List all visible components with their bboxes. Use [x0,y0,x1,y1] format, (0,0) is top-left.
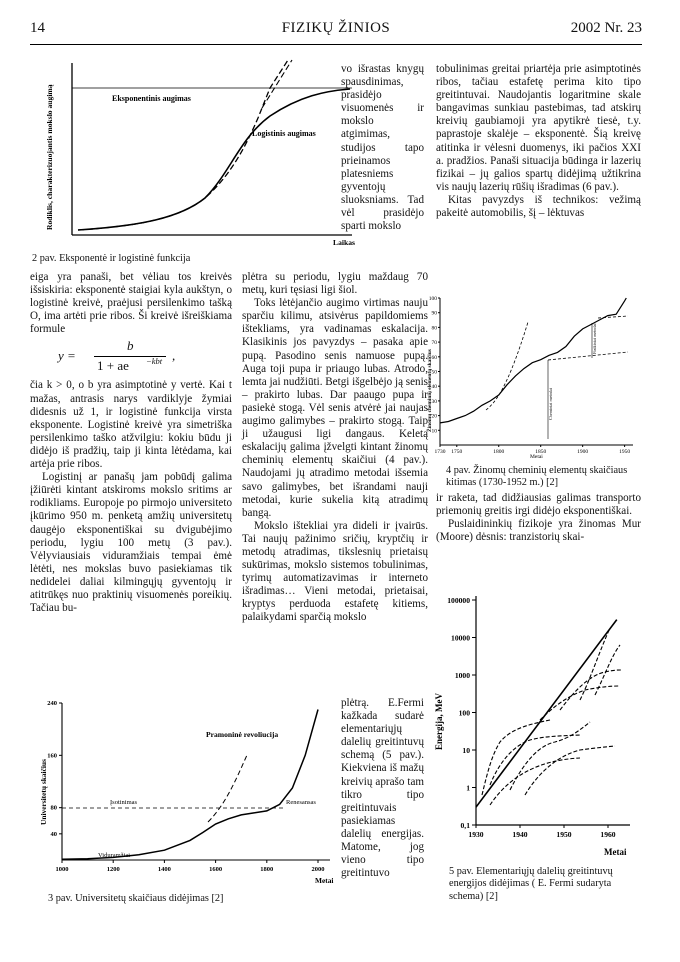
logistic-curve [78,89,350,230]
fig5-accel-3 [510,722,590,790]
column-c-top [436,63,641,220]
fig3-extrap [208,755,247,822]
fig5-y-tick-label: 1 [466,783,470,793]
fig5-accel-8 [595,645,620,695]
column-b-bottom [341,697,424,880]
fig5-x-tick-label: 1930 [468,830,484,839]
fig3-x-ticks [56,860,325,873]
paragraph: ir raketa, tad didžiausias galimas transporto priemonių greitis irgi didėjo eksponentiškai. [436,492,641,518]
fig2-x-label: Laikas [333,238,355,247]
fig3-x-tick-label: 1200 [106,866,120,873]
fig3-x-tick-label: 1800 [260,866,274,873]
paragraph: Puslaidininkių fizikoje yra žinomas Mur (Moore) dėsnis: tranzistorių skai- [436,518,641,544]
fig3-y-ticks [47,700,62,838]
fig3-y-tick-label: 80 [50,804,57,812]
fig4-y-tick-label: 90 [431,310,437,317]
fig4-inner-label-2: Fizikiniai metodai [592,323,597,354]
formula-comma: , [172,348,176,364]
formula-exponent: −kbt [146,356,163,367]
paragraph: Logistinį ar panašų jam pobūdį galima įžiūrėti kintant atskiroms mokslo sritims ar rodikliams. Europoje po pirmojo universiteto įkūrimo 950 m. penketą amžių universitetų daugėjo eksponentiškai su dvigubėjimo periodu, lygiu 100 metų (3 pav.). Vėlyviausiais viduramžiais tempai ėmė lėtėti, nes mokslas buvo pasiekiamas tik nedidelei daliai kilmingųjų gyventojų ir atitrūkęs nuo praktinių visuomenės poreikių. Tačiau bu- [30,471,232,615]
column-b-middle [242,271,428,625]
fig4-y-tick-label: 10 [431,428,437,435]
figure-4-chart [428,292,643,462]
fig3-y-tick-label: 160 [47,752,57,760]
fig3-industrial-label: Pramoninė revoliucija [206,730,279,739]
paragraph: vo išrastas knygų spausdinimas, prasidėjo visuomenės ir mokslo atgimimas, studijos tapo prieinamos platesniems gyventojų sluoksniams. Tad vėl prasidėjo sparti mokslo [341,63,424,233]
header-rule [30,44,642,45]
fig4-x-tick-label: 1730 [434,449,446,455]
fig5-x-tick-label: 1940 [512,830,528,839]
fig4-y-tick-label: 100 [428,296,437,302]
fig5-x-tick-label: 1960 [600,830,616,839]
fig4-x-tick-label: 1850 [535,449,547,455]
fig5-accel-4 [525,746,615,795]
fig4-x-label: Metai [530,454,543,460]
fig4-extrap-2 [548,352,628,360]
paragraph: eiga yra panaši, bet vėliau tos kreivės išsiskiria: eksponentė staigiai kyla aukštyn, o logistinė kreivė, praėjusi persilenkimo tašką O, ima artėti prie ribos. Ši kreivė išreiškiama formule [30,271,232,336]
column-c-middle [436,492,641,544]
fig5-y-tick-label: 10 [462,746,470,755]
fig5-accel-5 [540,686,620,720]
formula-lhs: y = [58,348,76,364]
fig5-y-label: Energija, MeV [434,693,444,750]
figure-2-chart [30,58,365,258]
fig3-renaissance-label: Renesansas [286,799,316,806]
fig4-x-tick-label: 1900 [577,449,589,455]
paragraph: Toks lėtėjančio augimo virtimas nauju sparčiu kilimu, atsivėrus papildomiems ištekliams, yra vadinamas eskalacija. Klasikinis jos pavyzdys – pasaka apie pupą. Pasodino senis namuose pupą. Auga toji pupa ir priaugo lubas. Atrodo, lemta jai nudžiūti. Betgi išgelbėjo ją senis – prakirto lubas. Dar paaugo pupa ir pasiekė stogą. Vėl senis atvėrė jai naujas augimo galimybes – prakirto stogą. Taip ji užaugusi ligi dangaus. Keletą eskalacijų galima įžvelgti kintant žinomų cheminių elementų skaičiui (4 pav.). Naudojami jų atradimo metodai išsemia savo galimybes, bet išrandami nauji metodai, kurie sukelia kitą atradimų bangą. [242,297,428,519]
column-b-top [341,63,424,233]
fig4-y-tick-label: 20 [431,413,437,420]
fig3-x-tick-label: 1000 [55,866,69,873]
paragraph: plėtrą. E.Fermi kažkada sudarė elementariųjų dalelių greitintuvų schemą (5 pav.). Kiekviena iš mažų kreivių aprašo tam tikro tipo greitintuvais pasiekiamas dalelių energijas. Matome, jog vieno tipo greitintuvo [341,697,424,880]
issue-number: 2002 Nr. 23 [570,20,642,36]
fig5-y-ticks [447,596,476,830]
fig4-y-tick-label: 70 [431,340,437,347]
fig5-y-tick-label: 1000 [454,671,470,680]
fig2-y-label: Rodiklis, charakterizuojantis mokslo augimą [45,84,54,230]
paragraph: plėtra su periodu, lygiu maždaug 70 metų, kuri tęsiasi ligi šiol. [242,271,428,297]
fig4-data-line [440,298,626,423]
exponential-curve [78,60,288,230]
fig5-accel-1 [482,720,550,795]
journal-title: FIZIKŲ ŽINIOS [281,20,391,36]
fig4-y-tick-label: 60 [431,354,437,361]
fig5-y-tick-label: 10000 [451,633,470,643]
fig3-y-tick-label: 40 [50,830,57,838]
fig3-data-line [62,710,318,860]
fig3-y-tick-label: 240 [47,700,57,707]
column-a [30,271,232,615]
fig4-y-label: Žinomų cheminių elementų skaičius [427,349,433,432]
fig4-y-tick-label: 30 [431,398,437,405]
fig2-exp-label: Eksponentinis augimas [112,94,191,103]
fig5-y-tick-label: 0,1 [460,821,470,830]
fig2-log-label: Logistinis augimas [252,129,316,138]
fig4-y-tick-label: 40 [431,384,437,391]
fig3-x-tick-label: 1400 [157,866,171,873]
fig5-accel-2 [490,735,580,785]
fig5-y-tick-label: 100 [458,708,470,718]
figure-2-caption: 2 pav. Eksponentė ir logistinė funkcija [32,253,191,264]
fig4-inner-label-1: Cheminiai metodai [548,388,553,420]
paragraph: Kitas pavyzdys iš technikos: vežimą pakeitė automobilis, šį – lėktuvas [436,193,641,220]
page-number: 14 [30,20,45,36]
paragraph: tobulinimas greitai priartėja prie asimptotinės ribos, tačiau estafetę perima kito tipo greitintuvai. Naudojantis logaritmine skale bangavimas sunkiau pastebimas, tad atskirų kreivių gaubiamoji yra apytikrė tiesė, t.y. paprastoje skalėje – eksponentė. Šią kreivę atitinka ir vėlesni duomenys, iki pačios XXI a. pradžios. Panaši situacija būdinga ir lazerių fizikai – jų galios spartų didėjimą užtikrina vis naujų lazerių rūšių išradimas (6 pav.). [436,63,641,193]
logistic-formula [30,339,232,375]
figure-3-chart [30,697,348,897]
figure-4-caption: 4 pav. Žinomų cheminių elementų skaičiaus kitimas (1730-1952 m.) [2] [446,465,628,489]
fig5-accel-9 [490,758,580,805]
figure-5-chart [430,590,642,862]
fig3-middle-ages-label: Viduramžiai [98,852,131,859]
fig5-accel-7 [580,628,610,700]
fig5-x-label: Metai [604,847,627,857]
fig3-x-tick-label: 2000 [311,866,325,873]
fig5-y-tick-label: 100000 [447,596,470,605]
formula-denominator: 1 + ae [97,358,129,374]
fig4-x-tick-label: 1950 [619,449,631,455]
figure-3-caption: 3 pav. Universitetų skaičiaus didėjimas [2] [48,893,224,904]
fig4-extrap-1 [486,322,528,410]
formula-numerator: b [127,338,134,354]
figure-5-caption: 5 pav. Elementariųjų dalelių greitintuvų energijos didėjimas ( E. Fermi sudaryta schema) [2] [449,866,613,902]
paragraph: Mokslo ištekliai yra dideli ir įvairūs. Tai naujų pažinimo sričių, kryptčių ir metodų atradimas, tikslesnių prietaisų sukūrimas, mokslo sistemos tobulinimas, tyrimų automatizavimas ir interneto išradimas… Vieni metodai, prietaisai, kryptys perduoda estafetę kitiems, palaikydami sparčią mokslo [242,519,428,624]
fig4-y-tick-label: 50 [431,369,437,376]
fig4-x-tick-label: 1800 [493,449,505,455]
fig4-y-tick-label: 80 [431,325,437,332]
fig3-saturation-label: Įsotinimas [110,799,138,806]
paragraph: čia k > 0, o b yra asimptotinė y vertė. Kai t mažas, antrasis narys vardiklyje žymiai didesnis už 1, ir logistinė funkcija virsta eksponente. Logistinė kreivė yra simetriška persilenkimo taško atžvilgiu: kokiu būdu ji didėjo iš pradžių, taip ji kinta lėtėdama, kai artėja prie ribos. [30,379,232,471]
fig3-y-label: Universitetų skaičius [39,759,48,825]
fig3-x-label: Metai [315,876,334,885]
fig5-x-tick-label: 1950 [556,830,572,839]
page-header [30,20,642,42]
fig4-x-tick-label: 1750 [451,449,463,455]
fig3-x-tick-label: 1600 [209,866,223,873]
fig5-x-ticks [468,825,615,839]
